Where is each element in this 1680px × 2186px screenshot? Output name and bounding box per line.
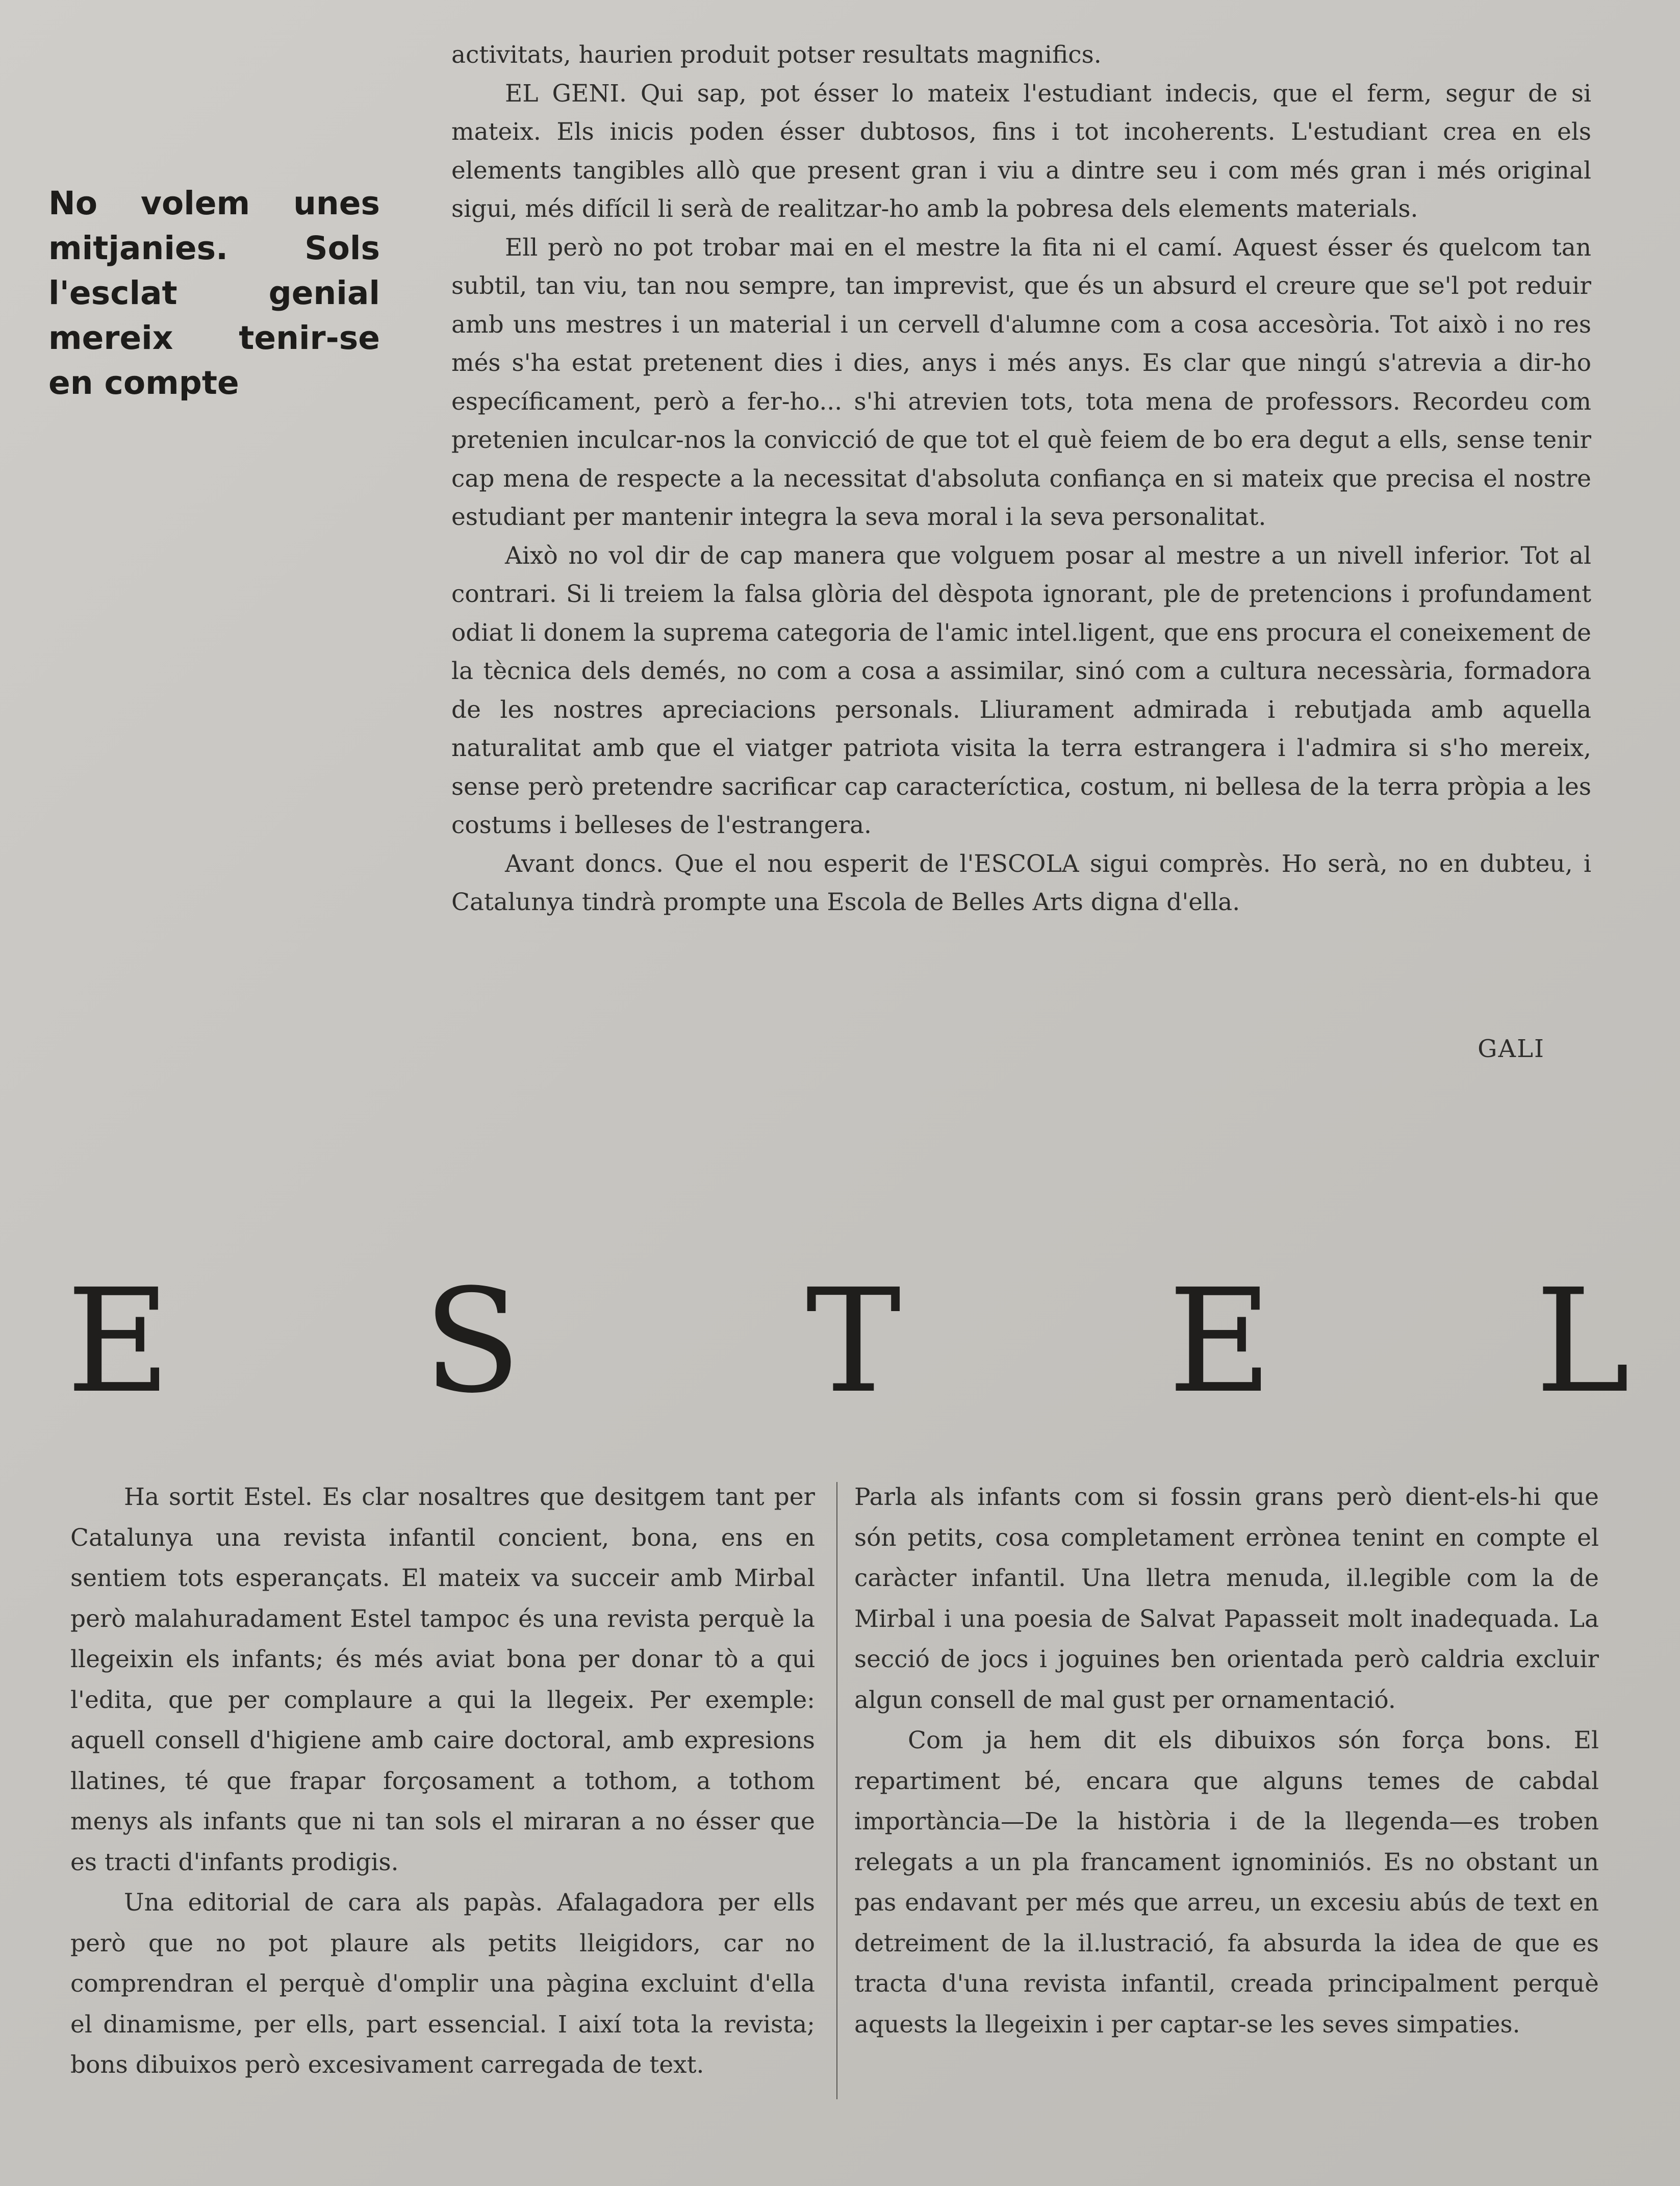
article-paragraph: EL GENI. Qui sap, pot ésser lo mateix l'estudiant indecis, que el ferm, segur de si mateix. Els inicis poden ésser dubtosos, fins i tot incoherents. L'estudiant crea en els elements tangibles allò que present gran i viu a dintre seu i com més gran i més original sigui, més difícil li serà de realitzar-ho amb la pobresa dels elements materials. [451, 79, 1591, 223]
column-paragraph: Parla als infants com si fossin grans però dient-els-hi que són petits, cosa completament errònea tenint en compte el caràcter infantil. Una lletra menuda, il.legible com la de Mirbal i una poesia de Salvat Papasseit molt inadequada. La secció de jocs i joguines ben orientada però caldria excluir algun consell de mal gust per ornamentació. [854, 1483, 1599, 1714]
article-paragraph: Ell però no pot trobar mai en el mestre la fita ni el camí. Aquest ésser és quelcom tan subtil, tan viu, tan nou sempre, tan imprevist, que és un absurd el creure que se'l pot reduir amb uns mestres i un material i un cervell d'alumne com a cosa accesòria. Tot això i no res més s'ha estat pretenent dies i dies, anys i més anys. Es clar que ningú s'atrevia a dir-ho específicament, però a fer-ho... s'hi atrevien tots, tota mena de professors. Recordeu com pretenien inculcar-nos la convicció de que tot el què feiem de bo era degut a ells, sense tenir cap mena de respecte a la necessitat d'absoluta confiança en si mateix que precisa el nostre estudiant per mantenir integra la seva moral i la seva personalitat. [451, 233, 1591, 531]
heading-letter: E [66, 1259, 171, 1425]
heading-letter: L [1535, 1259, 1630, 1425]
column-paragraph: Com ja hem dit els dibuixos són força bons. El repartiment bé, encara que alguns temes de cabdal importància—De la història i de la llegenda—es troben relegats a un pla francament ignominiós. Es no obstant un pas endavant per més que arreu, un excesiu abús de text en detreiment de la il.lustració, fa absurda la idea de que es tracta d'una revista infantil, creada principalment perquè aquests la llegeixin i per captar-se les seves simpaties. [854, 1726, 1599, 2039]
heading-letter: E [1168, 1259, 1272, 1425]
column-paragraph: Ha sortit Estel. Es clar nosaltres que desitgem tant per Catalunya una revista infantil concient, bona, ens en sentiem tots esperançats. El mateix va succeir amb Mirbal però malahuradament Estel tampoc és una revista perquè la llegeixin els infants; és més aviat bona per donar tò a qui l'edita, que per complaure a qui la llegeix. Per exemple: aquell consell d'higiene amb caire doctoral, amb expresions llatines, té que frapar forçosament a tothom, a tothom menys als infants que ni tan sols el miraran a no ésser que es tracti d'infants prodigis. [70, 1483, 815, 1876]
column-paragraph: Una editorial de cara als papàs. Afalagadora per ells però que no pot plaure als petits lleigidors, car no comprendran el perquè d'omplir una pàgina excluint d'ella el dinamisme, per ells, part essencial. I així tota la revista; bons dibuixos però excesivament carregada de text. [70, 1889, 815, 2079]
estel-column-left [70, 1477, 815, 2086]
column-divider [836, 1482, 837, 2099]
estel-heading [66, 1259, 1630, 1425]
article-paragraph: Avant doncs. Que el nou esperit de l'ESCOLA sigui comprès. Ho serà, no en dubteu, i Catalunya tindrà prompte una Escola de Belles Arts digna d'ella. [451, 849, 1591, 916]
article-geni [451, 36, 1591, 922]
heading-letter: T [806, 1259, 901, 1425]
heading-letter: S [423, 1259, 521, 1425]
article-paragraph: activitats, haurien produit potser resultats magnifics. [451, 41, 1102, 69]
article-paragraph: Això no vol dir de cap manera que volguem posar al mestre a un nivell inferior. Tot al contrari. Si li treiem la falsa glòria del dèspota ignorant, ple de pretencions i profundament odiat li donem la suprema categoria de l'amic intel.ligent, que ens procura el coneixement de la tècnica dels demés, no com a cosa a assimilar, sinó com a cultura necessària, formadora de les nostres apreciacions personals. Lliurament admirada i rebutjada amb aquella naturalitat amb que el viatger patriota visita la terra estrangera i l'admira si s'ho mereix, sense però pretendre sacrificar cap caracteríctica, costum, ni bellesa de la terra pròpia a les costums i belleses de l'estrangera. [451, 541, 1591, 839]
pull-quote: No volem unes mitjanies. Sols l'esclat genial mereix tenir-se en compte [48, 185, 380, 401]
estel-column-right [854, 1477, 1599, 2045]
author-signature: GALI [1478, 1035, 1545, 1063]
